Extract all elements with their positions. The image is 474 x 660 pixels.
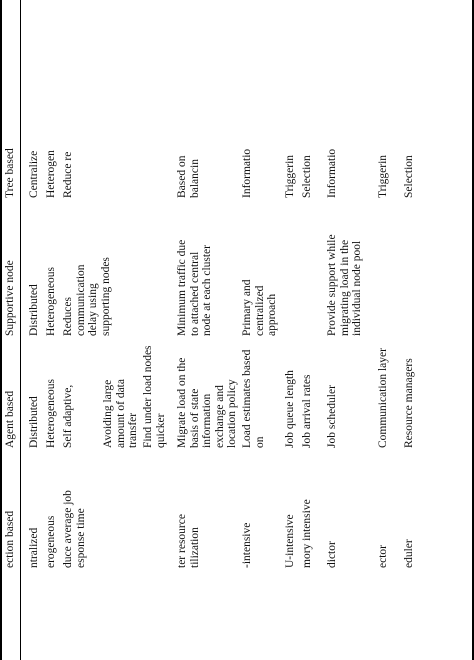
table-cell bbox=[176, 240, 214, 336]
cell-line: location policy bbox=[226, 379, 238, 448]
table-cell bbox=[284, 155, 297, 198]
cell-line: amount of data bbox=[114, 379, 127, 448]
cell-line: Communication layer bbox=[377, 348, 389, 448]
table-cell bbox=[403, 155, 416, 198]
table-cell bbox=[45, 150, 58, 198]
cell-line: basis of state bbox=[188, 388, 201, 448]
cell-line: communication bbox=[74, 264, 87, 336]
cell-line: ter resource bbox=[176, 514, 188, 568]
table-cell bbox=[284, 370, 297, 448]
cell-line: node at each cluster bbox=[201, 245, 213, 336]
cell-line: Avoiding large bbox=[102, 379, 114, 448]
table-cell bbox=[102, 379, 140, 448]
cell-line: Centralize bbox=[28, 150, 40, 198]
table-cell bbox=[326, 149, 339, 198]
cell-line: information bbox=[201, 393, 213, 448]
cell-line: Selection bbox=[403, 155, 415, 198]
cell-line: on bbox=[253, 436, 266, 448]
table-cell bbox=[326, 234, 364, 336]
cell-line: mory intensive bbox=[301, 499, 313, 568]
table-cell bbox=[62, 490, 87, 568]
header-supportive-node: Supportive node bbox=[4, 260, 16, 336]
table-cell bbox=[403, 358, 416, 448]
table-cell bbox=[377, 155, 390, 198]
header-rule bbox=[20, 0, 21, 660]
cell-line: Job scheduler bbox=[326, 385, 338, 448]
cell-line: Reduce re bbox=[62, 151, 74, 198]
cell-line: dictor bbox=[326, 541, 338, 568]
cell-line: Load estimates based bbox=[241, 349, 253, 448]
cell-line: Based on bbox=[176, 155, 188, 198]
table-cell bbox=[284, 514, 297, 568]
cell-line: Triggerin bbox=[377, 154, 389, 198]
cell-line: Primary and bbox=[241, 279, 253, 336]
table-cell bbox=[28, 528, 41, 568]
table-cell bbox=[241, 149, 254, 198]
cell-line: ntralized bbox=[28, 527, 40, 568]
cell-line: Heterogeneous bbox=[45, 379, 57, 448]
table-cell bbox=[301, 155, 314, 198]
table-cell bbox=[326, 541, 339, 568]
cell-line: duce average job bbox=[62, 490, 74, 568]
table-cell bbox=[176, 156, 201, 198]
table-cell bbox=[45, 267, 58, 336]
table-cell bbox=[301, 499, 314, 568]
cell-line: tilization bbox=[188, 527, 201, 568]
table-cell bbox=[377, 348, 390, 448]
cell-line: Find under load nodes bbox=[142, 345, 154, 448]
cell-line: U-intensive bbox=[284, 514, 296, 568]
header-agent-based: Agent based bbox=[4, 390, 16, 448]
table-cell bbox=[241, 279, 279, 336]
cell-line: ector bbox=[377, 545, 389, 568]
cell-line: Self adaptive, bbox=[62, 384, 74, 448]
cell-line: Resource managers bbox=[403, 358, 415, 448]
table-cell bbox=[301, 375, 314, 448]
cell-line: Minimum traffic due bbox=[176, 239, 188, 336]
cell-line: individual node pool bbox=[351, 240, 363, 336]
cell-line: balancin bbox=[188, 159, 201, 198]
cell-line: erogeneous bbox=[45, 515, 57, 568]
cell-line: Heterogen bbox=[45, 150, 57, 198]
cell-line: exchange and bbox=[213, 385, 226, 448]
cell-line: eduler bbox=[403, 539, 415, 568]
table-cell bbox=[176, 358, 239, 448]
table-cell bbox=[142, 345, 167, 448]
table-cell bbox=[241, 523, 254, 568]
cell-line: Migrate load on the bbox=[176, 357, 188, 448]
cell-line: Job queue length bbox=[284, 370, 296, 448]
table-cell bbox=[241, 350, 266, 448]
cell-line: Informatio bbox=[241, 148, 253, 198]
table-cell bbox=[45, 379, 58, 448]
cell-line: Triggerin bbox=[284, 154, 296, 198]
cell-line: Job arrival rates bbox=[301, 374, 313, 448]
cell-line: esponse time bbox=[74, 508, 87, 568]
cell-line: Selection bbox=[301, 155, 313, 198]
cell-line: to attached central bbox=[188, 251, 201, 336]
cell-line: approach bbox=[266, 293, 278, 336]
table-cell bbox=[62, 385, 75, 448]
table-cell bbox=[377, 545, 390, 568]
table-cell bbox=[403, 539, 416, 568]
header-tree-based: Tree based bbox=[4, 148, 16, 198]
cell-line: supporting nodes bbox=[99, 257, 112, 336]
table-cell bbox=[28, 396, 41, 448]
table-cell bbox=[62, 152, 75, 198]
cell-line: delay using bbox=[87, 283, 99, 336]
top-rule bbox=[0, 0, 2, 660]
cell-line: Heterogeneous bbox=[45, 267, 57, 336]
cell-line: transfer bbox=[127, 412, 139, 448]
table-cell bbox=[62, 257, 112, 336]
header-selection-based: ection based bbox=[4, 510, 16, 568]
cell-line: Provide support while bbox=[326, 234, 338, 336]
table-cell bbox=[28, 151, 41, 198]
cell-line: Informatio bbox=[326, 148, 338, 198]
cell-line: Distributed bbox=[28, 284, 40, 336]
table-cell bbox=[45, 516, 58, 568]
table-cell bbox=[176, 514, 201, 568]
cell-line: migrating load in the bbox=[338, 239, 351, 336]
cell-line: Distributed bbox=[28, 396, 40, 448]
table-cell bbox=[28, 284, 41, 336]
cell-line: centralized bbox=[253, 285, 266, 336]
cell-line: quicker bbox=[154, 413, 167, 448]
cell-line: -intensive bbox=[241, 522, 253, 568]
cell-line: Reduces bbox=[62, 297, 74, 336]
table-cell bbox=[326, 385, 339, 448]
